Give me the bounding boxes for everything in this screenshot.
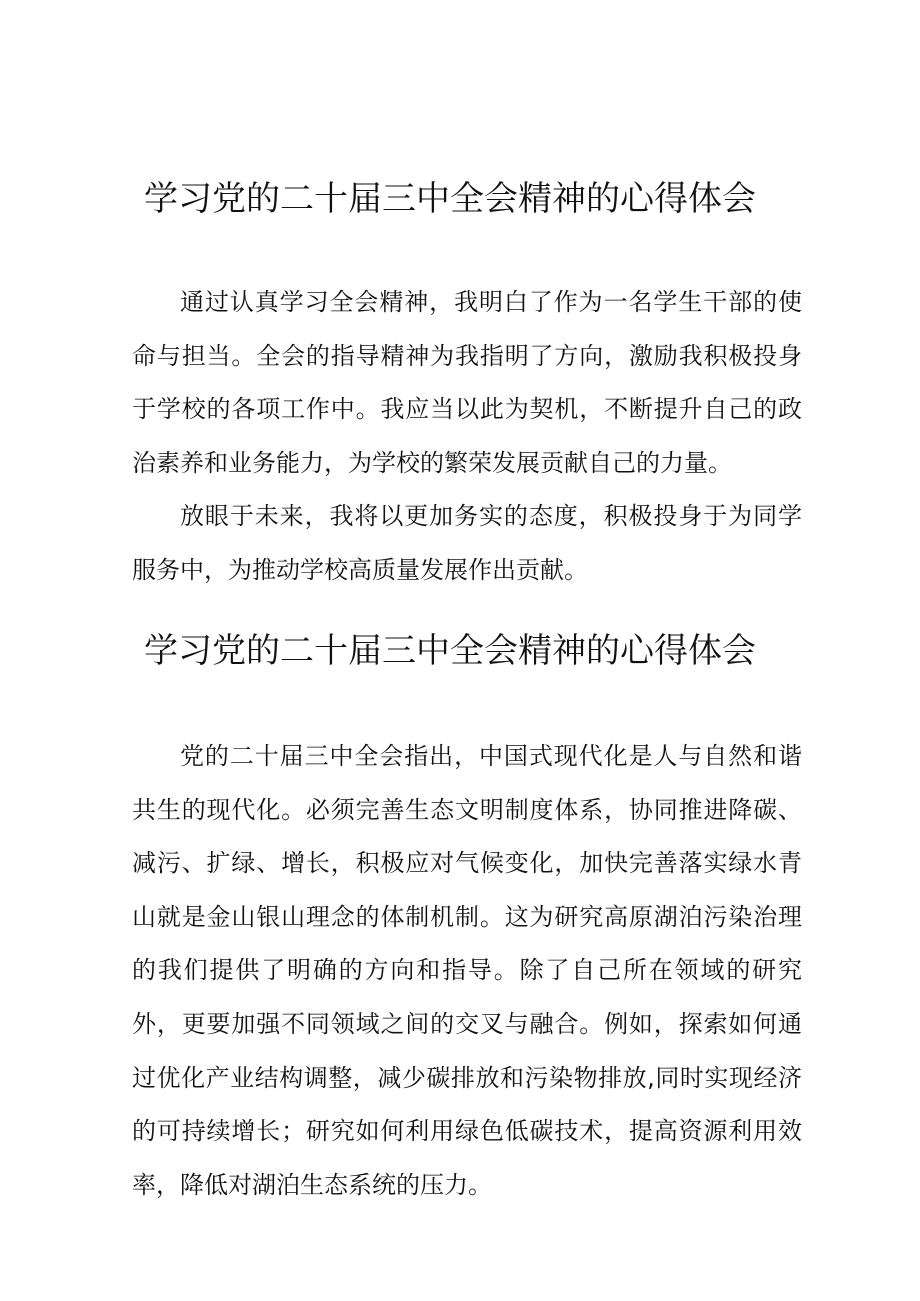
paragraph: 通过认真学习全会精神，我明白了作为一名学生干部的使命与担当。全会的指导精神为我指明了方向，激励我积极投身于学校的各项工作中。我应当以此为契机，不断提升自己的政治素养和业务能力，为学校的繁荣发展贡献自己的力量。	[132, 288, 802, 477]
essay-section-1	[132, 170, 802, 598]
paragraph: 放眼于未来，我将以更加务实的态度，积极投身于为同学服务中，为推动学校高质量发展作出贡献。	[132, 502, 802, 584]
section-title: 学习党的二十届三中全会精神的心得体会	[144, 179, 756, 219]
section-title: 学习党的二十届三中全会精神的心得体会	[144, 631, 756, 671]
section-body	[132, 276, 802, 598]
paragraph: 党的二十届三中全会指出，中国式现代化是人与自然和谐共生的现代化。必须完善生态文明制度体系，协同推进降碳、减污、扩绿、增长，积极应对气候变化，加快完善落实绿水青山就是金山银山理念的体制机制。这为研究高原湖泊污染治理的我们提供了明确的方向和指导。除了自己所在领域的研究外，更要加强不同领域之间的交叉与融合。例如，探索如何通过优化产业结构调整，减少碳排放和污染物排放,同时实现经济的可持续增长；研究如何利用绿色低碳技术，提高资源利用效率，降低对湖泊生态系统的压力。	[132, 742, 802, 1199]
section-body	[132, 730, 802, 1212]
essay-section-2	[132, 622, 802, 1212]
